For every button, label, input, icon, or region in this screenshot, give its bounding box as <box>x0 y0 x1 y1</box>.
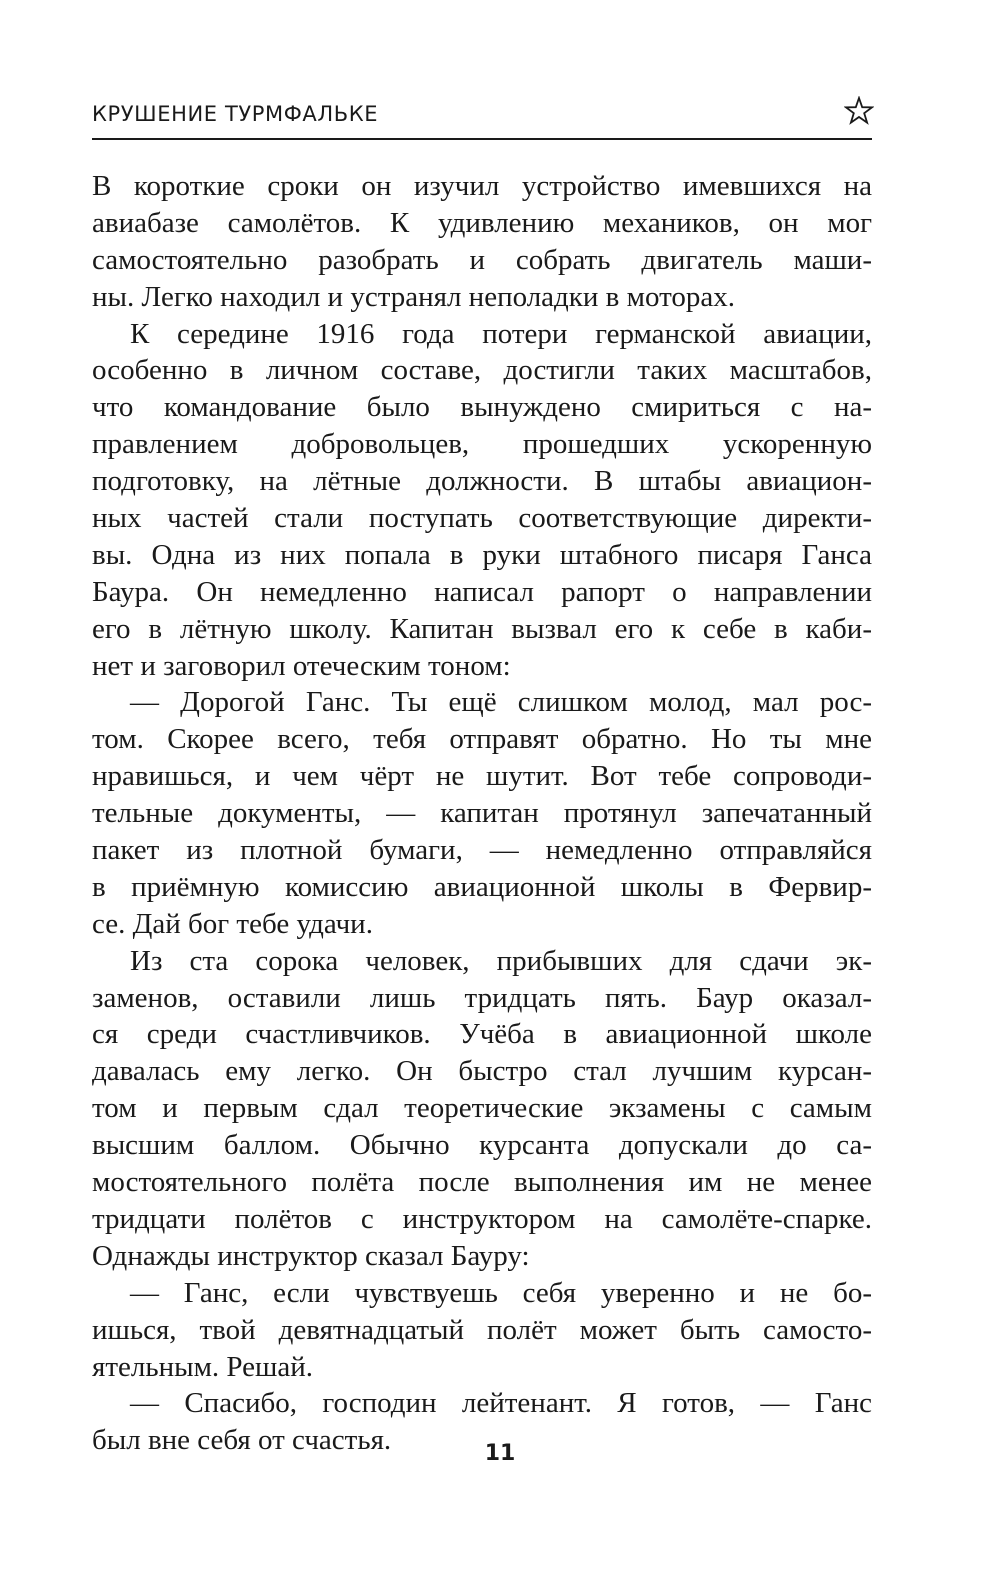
text-line: высшим баллом. Обычно курсанта допускали до са- <box>92 1129 872 1162</box>
text-line: вы. Одна из них попала в руки штабного писаря Ганса <box>92 538 872 571</box>
text-line: — Ганс, если чувствуешь себя уверенно и не бо- <box>130 1276 872 1309</box>
text-line: ся среди счастливчиков. Учёба в авиационной школе <box>92 1018 872 1051</box>
page-header <box>92 96 872 140</box>
text-line: особенно в личном составе, достигли таких масштабов, <box>92 354 872 387</box>
text-line: авиабазе самолётов. К удивлению механиков, он мог <box>92 206 872 239</box>
text-line: том. Скорее всего, тебя отправят обратно. Но ты мне <box>92 723 872 756</box>
text-line: том и первым сдал теоретические экзамены с самым <box>92 1092 872 1125</box>
text-line: ных частей стали поступать соответствующие директи- <box>92 502 872 535</box>
text-line: правлением добровольцев, прошедших ускоренную <box>92 428 872 461</box>
running-title: КРУШЕНИЕ ТУРМФАЛЬКЕ <box>92 102 379 126</box>
page-number: 11 <box>484 1441 516 1466</box>
text-line: К середине 1916 года потери германской авиации, <box>130 317 872 350</box>
text-line: ны. Легко находил и устранял неполадки в моторах. <box>92 280 735 313</box>
text-line: се. Дай бог тебе удачи. <box>92 907 373 940</box>
text-line: самостоятельно разобрать и собрать двигатель маши- <box>92 243 872 276</box>
text-line: тельные документы, — капитан протянул запечатанный <box>92 797 872 830</box>
book-text-body <box>92 168 872 1459</box>
text-line: тридцати полётов с инструктором на самолёте-спарке. <box>92 1202 872 1235</box>
text-line: Из ста сорока человек, прибывших для сдачи эк- <box>130 944 872 977</box>
text-line: ишься, твой девятнадцатый полёт может быть самосто- <box>92 1313 872 1346</box>
text-line: заменов, оставили лишь тридцать пять. Баур оказал- <box>92 981 872 1014</box>
text-line: пакет из плотной бумаги, — немедленно отправляйся <box>92 834 872 867</box>
text-line: Однажды инструктор сказал Бауру: <box>92 1239 530 1272</box>
text-line: ятельным. Решай. <box>92 1350 314 1383</box>
text-line: — Дорогой Ганс. Ты ещё слишком молод, мал рос- <box>130 686 872 719</box>
text-line: — Спасибо, господин лейтенант. Я готов, — Ганс <box>130 1387 872 1420</box>
text-line: нет и заговорил отеческим тоном: <box>92 649 511 682</box>
text-line: что командование было вынуждено смириться с на- <box>92 391 872 424</box>
text-line: В короткие сроки он изучил устройство имевшихся на <box>92 170 872 202</box>
text-line: мостоятельного полёта после выполнения им не менее <box>92 1166 872 1199</box>
text-line: был вне себя от счастья. <box>92 1424 392 1457</box>
text-line: Баура. Он немедленно написал рапорт о направлении <box>92 575 872 608</box>
text-line: давалась ему легко. Он быстро стал лучшим курсан- <box>92 1055 872 1088</box>
text-line: его в лётную школу. Капитан вызвал его к себе в каби- <box>92 612 872 645</box>
text-line: в приёмную комиссию авиационной школы в Фервир- <box>92 870 872 903</box>
text-line: подготовку, на лётные должности. В штабы авиацион- <box>92 465 872 498</box>
star-outline-icon <box>844 96 874 126</box>
text-line: нравишься, и чем чёрт не шутит. Вот тебе сопроводи- <box>92 760 872 793</box>
